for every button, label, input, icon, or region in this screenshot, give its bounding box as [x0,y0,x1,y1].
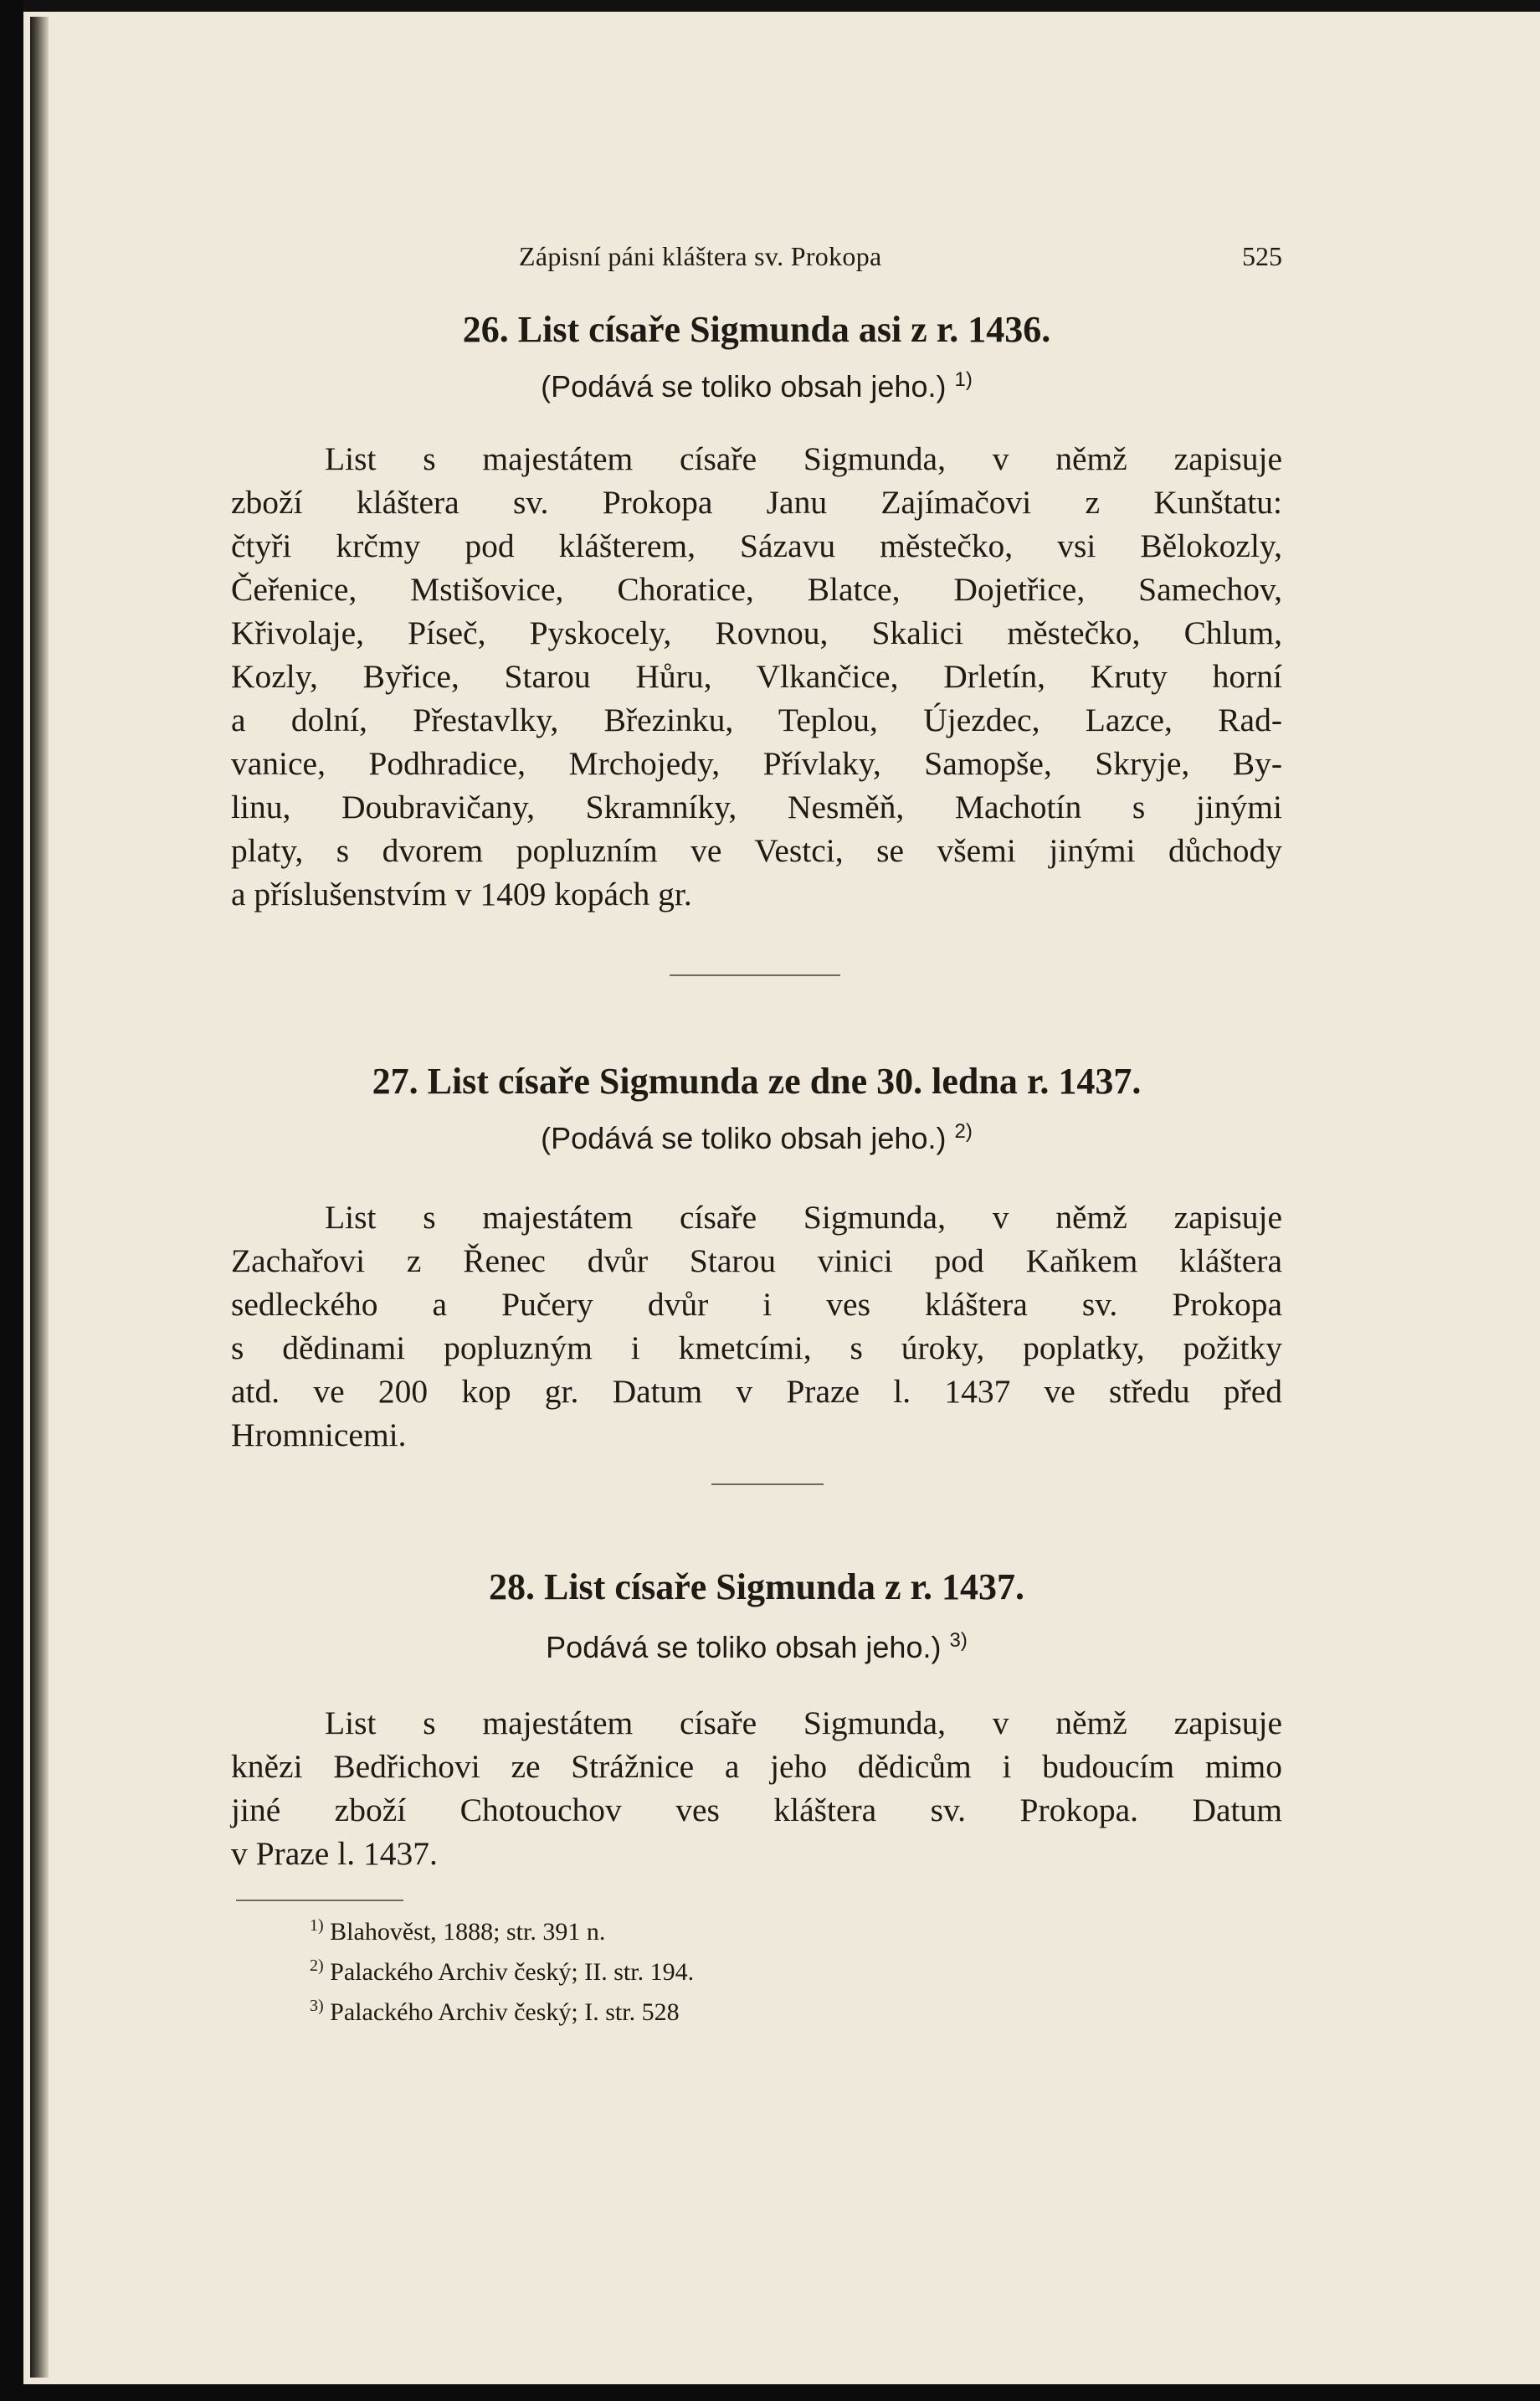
entry-body [231,437,1282,916]
running-title: Zápisní páni kláštera sv. Prokopa [519,241,882,271]
footnote-ref: 3) [949,1629,968,1652]
footnote-ref: 1) [954,368,973,391]
text-line: zboží kláštera sv. Prokopa Janu Zajímačovi z Kunštatu: [231,484,1282,521]
text-line: čtyři krčmy pod klášterem, Sázavu městečko, vsi Bělokozly, [231,527,1282,564]
scan-bottom-edge [0,2384,1540,2401]
text-line: v Praze l. 1437. [231,1835,438,1872]
footnote-ref: 2) [954,1120,973,1143]
footnotes [310,1909,979,2029]
entry-body [231,1701,1282,1875]
text-line: s dědinami popluzným i kmetcími, s úroky, poplatky, požitky [231,1329,1282,1366]
text-line: vanice, Podhradice, Mrchojedy, Přívlaky, Samopše, Skryje, By- [231,745,1282,782]
text-line: knězi Bedřichovi ze Strážnice a jeho dědicům i budoucím mimo [231,1748,1282,1785]
text-line: List s majestátem císaře Sigmunda, v němž zapisuje [325,1199,1282,1236]
text-line: List s majestátem císaře Sigmunda, v němž zapisuje [325,1704,1282,1741]
entry-title: 26. List císaře Sigmunda asi z r. 1436. [462,309,1051,350]
footnote-rule [236,1900,403,1901]
footnote: $^{1)}$ Blahověst, 1888; str. 391 n. [310,1916,606,1946]
text-line: platy, s dvorem popluzním ve Vestci, se všemi jinými důchody [231,832,1282,869]
section-separator [711,1483,824,1485]
text-line: Hromnicemi. [231,1416,407,1453]
text-line: Kozly, Byřice, Starou Hůru, Vlkančice, Drletín, Kruty horní [231,658,1282,695]
entry-note: (Podává se toliko obsah jeho.) $^{2)}$ [541,1120,973,1155]
page-header [519,241,1282,278]
footnote: $^{2)}$ Palackého Archiv český; II. str. 194. [310,1956,695,1986]
entry-note: (Podává se toliko obsah jeho.) $^{1)}$ [541,368,973,404]
entry-title: 27. List císaře Sigmunda ze dne 30. ledna r. 1437. [372,1061,1142,1102]
text-line: Zachařovi z Řenec dvůr Starou vinici pod Kaňkem kláštera [231,1242,1282,1279]
text-line: a příslušenstvím v 1409 kopách gr. [231,876,692,913]
section-separator [670,974,840,976]
entry-title: 28. List císaře Sigmunda z r. 1437. [488,1566,1025,1607]
footnote: $^{3)}$ Palackého Archiv český; I. str. 528 [310,1997,680,2026]
scan-binding-edge [30,17,49,2378]
text-line: linu, Doubravičany, Skramníky, Nesměň, Machotín s jinými [231,789,1282,825]
text-line: Křivolaje, Píseč, Pyskocely, Rovnou, Skalici městečko, Chlum, [231,614,1282,651]
entry-note: Podává se toliko obsah jeho.) $^{3)}$ [546,1629,968,1664]
text-line: Čeřenice, Mstišovice, Choratice, Blatce, Dojetřice, Samechov, [231,571,1282,608]
text-line: jiné zboží Chotouchov ves kláštera sv. Prokopa. Datum [231,1792,1282,1828]
text-line: sedleckého a Pučery dvůr i ves kláštera sv. Prokopa [231,1286,1282,1323]
text-line: atd. ve 200 kop gr. Datum v Praze l. 1437 ve středu před [231,1373,1282,1410]
text-line: List s majestátem císaře Sigmunda, v němž zapisuje [325,440,1282,477]
text-line: a dolní, Přestavlky, Březinku, Teplou, Újezdec, Lazce, Rad- [231,702,1282,738]
page-number: 525 [1242,241,1282,271]
entry-body [231,1195,1282,1457]
